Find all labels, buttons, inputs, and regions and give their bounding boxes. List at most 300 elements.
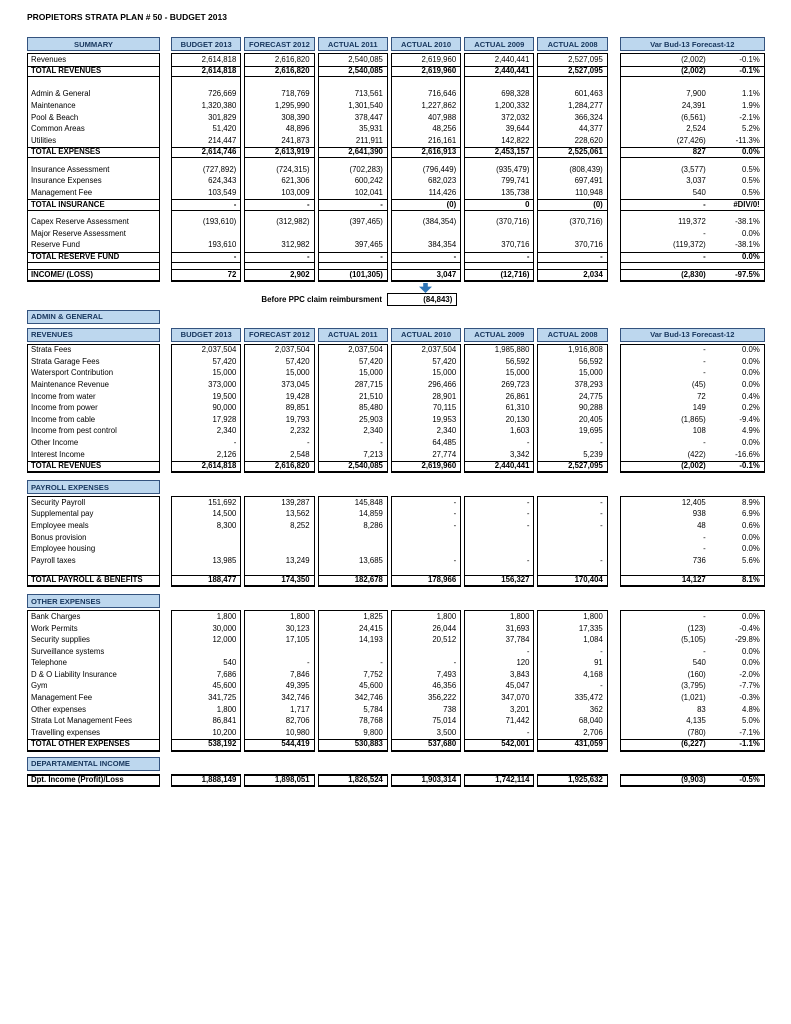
cell: (0) bbox=[538, 199, 606, 211]
cell: 726,669 bbox=[208, 89, 237, 99]
cell: 170,404 bbox=[538, 575, 606, 587]
variance-row bbox=[621, 739, 764, 751]
cell: 135,738 bbox=[501, 188, 530, 198]
variance-percent: 0.5% bbox=[742, 176, 760, 186]
cell: - bbox=[526, 437, 530, 447]
row-label: Bonus provision bbox=[31, 532, 87, 542]
data-column bbox=[391, 53, 461, 282]
data-column bbox=[537, 496, 607, 587]
variance-amount: 83 bbox=[697, 704, 706, 714]
variance-percent: -0.4% bbox=[739, 623, 760, 633]
cell: 372,032 bbox=[501, 112, 530, 122]
cell: 1,295,990 bbox=[274, 100, 310, 110]
variance-percent: 0.0% bbox=[742, 380, 760, 390]
row-label: Strata Garage Fees bbox=[31, 356, 100, 366]
variance-amount: 736 bbox=[692, 555, 706, 565]
cell: 1,916,808 bbox=[568, 345, 603, 355]
variance-row bbox=[621, 669, 764, 681]
cell: 2,613,919 bbox=[245, 147, 313, 159]
cell: 57,420 bbox=[212, 356, 237, 366]
variance-row bbox=[621, 544, 764, 556]
variance-amount: (119,372) bbox=[672, 240, 706, 250]
cell: (724,315) bbox=[276, 164, 310, 174]
row-label: Security supplies bbox=[31, 635, 90, 645]
cell: 44,377 bbox=[578, 124, 603, 134]
cell: 356,222 bbox=[428, 693, 457, 703]
variance-percent: 0.0% bbox=[742, 437, 760, 447]
cell: 70,115 bbox=[432, 403, 457, 413]
cell: - bbox=[465, 252, 533, 264]
cell: 26,044 bbox=[432, 623, 457, 633]
cell: (370,716) bbox=[496, 217, 530, 227]
spacer bbox=[160, 610, 171, 751]
variance-amount: - bbox=[703, 345, 706, 355]
revenues-header-row bbox=[27, 328, 791, 342]
variance-column bbox=[620, 344, 765, 474]
cell: 9,800 bbox=[363, 727, 383, 737]
row-label: Revenues bbox=[31, 54, 67, 64]
cell: 188,477 bbox=[172, 575, 240, 587]
row-label: INCOME/ (LOSS) bbox=[28, 269, 159, 281]
cell bbox=[392, 228, 460, 240]
variance-percent: #DIV/0! bbox=[733, 199, 760, 209]
cell: 19,953 bbox=[432, 414, 457, 424]
cell: 2,037,504 bbox=[274, 345, 310, 355]
down-arrow-icon bbox=[419, 283, 432, 293]
variance-percent: 0.0% bbox=[742, 345, 760, 355]
variance-row bbox=[621, 176, 764, 188]
cell: 228,620 bbox=[574, 135, 603, 145]
cell: 17,928 bbox=[212, 414, 237, 424]
variance-amount: 14,127 bbox=[681, 575, 706, 585]
variance-percent: -0.1% bbox=[739, 66, 760, 76]
data-column bbox=[464, 774, 534, 788]
cell: 1,742,114 bbox=[465, 775, 533, 787]
cell: 1,925,632 bbox=[538, 775, 606, 787]
variance-percent: 1.9% bbox=[742, 100, 760, 110]
row-label: Admin & General bbox=[31, 89, 91, 99]
variance-amount: (9,903) bbox=[681, 775, 706, 785]
cell: 57,420 bbox=[285, 356, 310, 366]
cell: 90,000 bbox=[212, 403, 237, 413]
data-column bbox=[244, 53, 314, 282]
variance-row bbox=[621, 693, 764, 705]
cell: 287,715 bbox=[354, 380, 383, 390]
cell: 3,843 bbox=[509, 669, 530, 679]
variance-row bbox=[621, 54, 764, 66]
variance-row bbox=[621, 135, 764, 147]
admin-general-header: ADMIN & GENERAL bbox=[27, 310, 160, 324]
cell: 51,420 bbox=[212, 124, 237, 134]
cell: 7,493 bbox=[436, 669, 457, 679]
cell: 378,293 bbox=[574, 380, 603, 390]
variance-percent: 8.1% bbox=[742, 575, 760, 585]
cell: 2,540,085 bbox=[348, 54, 383, 64]
ppc-note-label: Before PPC claim reimbursment bbox=[261, 295, 382, 305]
cell: 39,644 bbox=[505, 124, 530, 134]
cell: 799,741 bbox=[501, 176, 530, 186]
cell: - bbox=[600, 509, 603, 519]
cell: 601,463 bbox=[574, 89, 603, 99]
cell: 151,692 bbox=[208, 497, 237, 507]
cell: 13,249 bbox=[285, 555, 310, 565]
payroll-section-header: PAYROLL EXPENSES bbox=[27, 480, 160, 494]
variance-row bbox=[621, 345, 764, 357]
variance-amount: 3,037 bbox=[686, 176, 706, 186]
cell bbox=[319, 567, 387, 575]
cell: 2,440,441 bbox=[494, 54, 530, 64]
cell: 3,201 bbox=[509, 704, 530, 714]
cell: - bbox=[600, 437, 603, 447]
cell: 20,130 bbox=[505, 414, 530, 424]
cell: 2,619,960 bbox=[421, 54, 457, 64]
cell: 682,023 bbox=[428, 176, 457, 186]
cell: 1,227,862 bbox=[421, 100, 457, 110]
data-column bbox=[318, 496, 388, 587]
cell: 17,335 bbox=[578, 623, 603, 633]
cell: 10,980 bbox=[285, 727, 310, 737]
variance-percent: -2.1% bbox=[739, 112, 760, 122]
column-header-actual-2011: ACTUAL 2011 bbox=[318, 37, 388, 51]
variance-row bbox=[621, 188, 764, 200]
cell: 2,232 bbox=[290, 426, 310, 436]
variance-row bbox=[621, 520, 764, 532]
cell: 15,000 bbox=[432, 368, 457, 378]
variance-percent: 0.4% bbox=[742, 391, 760, 401]
cell: 2,548 bbox=[290, 449, 310, 459]
variance-row bbox=[621, 704, 764, 716]
cell: 5,784 bbox=[363, 704, 383, 714]
variance-amount: - bbox=[703, 199, 706, 209]
variance-percent: 0.5% bbox=[742, 164, 760, 174]
variance-percent: 0.0% bbox=[742, 252, 760, 262]
cell: 342,746 bbox=[354, 693, 383, 703]
cell bbox=[245, 646, 313, 658]
data-column bbox=[391, 496, 461, 587]
cell bbox=[538, 567, 606, 575]
row-label: Utilities bbox=[31, 135, 57, 145]
cell: 3,047 bbox=[392, 269, 460, 281]
cell: 14,193 bbox=[359, 635, 383, 645]
cell: 45,047 bbox=[505, 681, 530, 691]
row-label: Bank Charges bbox=[31, 611, 81, 621]
row-label: Reserve Fund bbox=[31, 240, 80, 250]
label-column bbox=[27, 610, 160, 751]
row-label: Work Permits bbox=[31, 623, 78, 633]
cell bbox=[392, 77, 460, 89]
variance-amount: 4,135 bbox=[686, 716, 706, 726]
data-column bbox=[171, 53, 241, 282]
variance-row bbox=[621, 727, 764, 739]
variance-amount: (2,002) bbox=[681, 54, 706, 64]
variance-row bbox=[621, 509, 764, 521]
cell: - bbox=[245, 252, 313, 264]
spacer bbox=[160, 328, 171, 342]
revenues-table bbox=[27, 344, 791, 474]
cell: 19,793 bbox=[285, 414, 310, 424]
cell: 90,288 bbox=[578, 403, 603, 413]
cell: 308,390 bbox=[281, 112, 310, 122]
cell: 7,752 bbox=[363, 669, 383, 679]
cell: 12,000 bbox=[212, 635, 237, 645]
summary-table bbox=[27, 53, 791, 282]
variance-row bbox=[621, 681, 764, 693]
cell: 2,616,820 bbox=[274, 54, 310, 64]
variance-amount: 149 bbox=[692, 403, 706, 413]
data-column bbox=[391, 774, 461, 788]
row-label: Maintenance bbox=[31, 100, 76, 110]
label-column bbox=[27, 344, 160, 474]
variance-percent: -38.1% bbox=[735, 240, 760, 250]
cell: 341,725 bbox=[208, 693, 237, 703]
cell: - bbox=[319, 252, 387, 264]
variance-amount: 7,900 bbox=[686, 89, 706, 99]
cell: 8,286 bbox=[363, 520, 383, 530]
column-header-actual-2009: ACTUAL 2009 bbox=[464, 37, 534, 51]
variance-percent: -9.4% bbox=[739, 414, 760, 424]
variance-row bbox=[621, 575, 764, 587]
cell: - bbox=[453, 509, 457, 519]
variance-row bbox=[621, 77, 764, 89]
label-column bbox=[27, 53, 160, 282]
cell: 600,242 bbox=[354, 176, 383, 186]
cell: 2,616,820 bbox=[245, 66, 313, 78]
variance-percent: 0.0% bbox=[742, 646, 760, 656]
cell: 2,440,441 bbox=[465, 66, 533, 78]
cell: (796,449) bbox=[422, 164, 457, 174]
row-label: Strata Fees bbox=[31, 345, 72, 355]
cell: - bbox=[392, 252, 460, 264]
cell: 86,841 bbox=[212, 716, 237, 726]
cell: 28,901 bbox=[432, 391, 457, 401]
cell bbox=[392, 544, 460, 556]
cell: 20,512 bbox=[432, 635, 457, 645]
row-label: Gym bbox=[31, 681, 48, 691]
variance-amount: (2,002) bbox=[681, 66, 706, 76]
variance-row bbox=[621, 199, 764, 211]
column-header-forecast-2012: FORECAST 2012 bbox=[244, 37, 314, 51]
column-header-actual-2008: ACTUAL 2008 bbox=[537, 328, 607, 342]
variance-amount: (3,577) bbox=[681, 164, 706, 174]
variance-percent: -0.1% bbox=[739, 461, 760, 471]
cell: (384,354) bbox=[422, 217, 457, 227]
variance-amount: (160) bbox=[687, 669, 706, 679]
data-column bbox=[244, 496, 314, 587]
cell: 718,769 bbox=[281, 89, 310, 99]
variance-row bbox=[621, 112, 764, 124]
cell: 0 bbox=[465, 199, 533, 211]
data-column bbox=[391, 344, 461, 474]
cell: 5,239 bbox=[583, 449, 603, 459]
data-column bbox=[537, 610, 607, 751]
cell: 145,848 bbox=[354, 497, 383, 507]
row-label: Management Fee bbox=[31, 693, 93, 703]
ppc-note-row bbox=[27, 293, 791, 307]
data-column bbox=[464, 610, 534, 751]
cell: 8,300 bbox=[216, 520, 237, 530]
variance-row bbox=[621, 497, 764, 509]
row-label: Major Reserve Assessment bbox=[31, 228, 126, 238]
cell: 373,045 bbox=[281, 380, 310, 390]
ppc-note-value: (84,843) bbox=[387, 293, 457, 306]
spacer bbox=[608, 610, 620, 751]
variance-percent: 0.5% bbox=[742, 188, 760, 198]
cell: 1,898,051 bbox=[245, 775, 313, 787]
variance-percent: -0.3% bbox=[739, 693, 760, 703]
variance-percent: -97.5% bbox=[735, 269, 760, 279]
cell: - bbox=[380, 437, 383, 447]
row-label: Surveillance systems bbox=[31, 646, 105, 656]
cell: - bbox=[453, 497, 457, 507]
spacer bbox=[608, 496, 620, 587]
variance-amount: - bbox=[703, 646, 706, 656]
variance-percent: -2.0% bbox=[739, 669, 760, 679]
spacer bbox=[160, 496, 171, 587]
cell: 713,561 bbox=[354, 89, 383, 99]
variance-amount: (123) bbox=[687, 623, 706, 633]
variance-percent: 0.6% bbox=[742, 520, 760, 530]
spacer bbox=[608, 37, 620, 51]
variance-row bbox=[621, 611, 764, 623]
summary-section-header: SUMMARY bbox=[27, 37, 160, 51]
row-label: TOTAL REVENUES bbox=[28, 461, 159, 473]
cell: 296,466 bbox=[428, 380, 457, 390]
cell: 14,500 bbox=[212, 509, 237, 519]
cell: 2,616,820 bbox=[245, 461, 313, 473]
row-label: Maintenance Revenue bbox=[31, 380, 110, 390]
variance-row bbox=[621, 567, 764, 575]
cell bbox=[538, 77, 606, 89]
row-label: Income from power bbox=[31, 403, 98, 413]
data-column bbox=[464, 344, 534, 474]
cell: 2,037,504 bbox=[201, 345, 237, 355]
row-label: Other Income bbox=[31, 437, 79, 447]
cell: 82,706 bbox=[285, 716, 310, 726]
variance-percent: 4.9% bbox=[742, 426, 760, 436]
cell: - bbox=[600, 520, 603, 530]
cell bbox=[245, 544, 313, 556]
cell: 3,500 bbox=[436, 727, 457, 737]
cell: 15,000 bbox=[212, 368, 237, 378]
cell: 91 bbox=[594, 658, 603, 668]
cell bbox=[465, 77, 533, 89]
variance-amount: 119,372 bbox=[678, 217, 706, 227]
page-title: PROPIETORS STRATA PLAN # 50 - BUDGET 2013 bbox=[27, 12, 227, 22]
variance-amount: - bbox=[703, 544, 706, 554]
variance-percent: -0.1% bbox=[739, 54, 760, 64]
cell: 56,592 bbox=[578, 356, 603, 366]
cell: 139,287 bbox=[281, 497, 310, 507]
variance-amount: (45) bbox=[691, 380, 706, 390]
variance-row bbox=[621, 164, 764, 176]
cell: 178,966 bbox=[392, 575, 460, 587]
cell: 1,603 bbox=[509, 426, 530, 436]
cell: (702,283) bbox=[349, 164, 383, 174]
cell: 15,000 bbox=[285, 368, 310, 378]
variance-percent: -11.3% bbox=[735, 135, 760, 145]
cell: 17,105 bbox=[285, 635, 310, 645]
variance-amount: - bbox=[703, 368, 706, 378]
cell: 540 bbox=[223, 658, 237, 668]
cell: 1,717 bbox=[290, 704, 310, 714]
cell: 2,453,157 bbox=[465, 147, 533, 159]
variance-amount: 108 bbox=[692, 426, 706, 436]
cell: 114,426 bbox=[428, 188, 457, 198]
cell: 78,768 bbox=[359, 716, 383, 726]
spacer bbox=[608, 328, 620, 342]
cell: 14,859 bbox=[359, 509, 383, 519]
cell: - bbox=[600, 646, 603, 656]
cell: 2,037,504 bbox=[421, 345, 457, 355]
data-column bbox=[537, 53, 607, 282]
cell: - bbox=[600, 555, 603, 565]
variance-percent: 5.0% bbox=[742, 716, 760, 726]
variance-row bbox=[621, 623, 764, 635]
cell: 2,340 bbox=[363, 426, 383, 436]
variance-percent: 0.0% bbox=[742, 228, 760, 238]
cell: 269,723 bbox=[501, 380, 530, 390]
variance-row bbox=[621, 658, 764, 670]
cell: - bbox=[172, 252, 240, 264]
spacer bbox=[608, 774, 620, 788]
cell: - bbox=[453, 520, 457, 530]
cell: (12,716) bbox=[465, 269, 533, 281]
cell: (370,716) bbox=[569, 217, 603, 227]
column-header-actual-2010: ACTUAL 2010 bbox=[391, 328, 461, 342]
variance-amount: - bbox=[703, 437, 706, 447]
cell: 15,000 bbox=[578, 368, 603, 378]
cell: - bbox=[526, 509, 530, 519]
cell: 19,500 bbox=[212, 391, 237, 401]
variance-row bbox=[621, 414, 764, 426]
cell: 621,306 bbox=[281, 176, 310, 186]
cell: 7,846 bbox=[290, 669, 310, 679]
variance-amount: 2,524 bbox=[686, 124, 706, 134]
cell: 182,678 bbox=[319, 575, 387, 587]
variance-percent: 6.9% bbox=[742, 509, 760, 519]
row-label: Insurance Assessment bbox=[31, 164, 110, 174]
row-label: Security Payroll bbox=[31, 497, 86, 507]
cell: 26,861 bbox=[505, 391, 530, 401]
row-label: Payroll taxes bbox=[31, 555, 76, 565]
variance-percent: 0.0% bbox=[742, 611, 760, 621]
cell: - bbox=[526, 555, 530, 565]
cell bbox=[172, 646, 240, 658]
cell: 30,000 bbox=[212, 623, 237, 633]
row-label: Watersport Contribution bbox=[31, 368, 114, 378]
cell bbox=[172, 77, 240, 89]
spacer bbox=[160, 774, 171, 788]
cell: 68,040 bbox=[578, 716, 603, 726]
cell: 1,320,380 bbox=[201, 100, 237, 110]
cell bbox=[465, 532, 533, 544]
cell: 2,540,085 bbox=[319, 461, 387, 473]
variance-row bbox=[621, 228, 764, 240]
variance-row bbox=[621, 217, 764, 229]
column-header-budget-2013: BUDGET 2013 bbox=[171, 37, 241, 51]
variance-column bbox=[620, 774, 765, 788]
variance-amount: (6,227) bbox=[681, 739, 706, 749]
cell: 1,985,880 bbox=[494, 345, 530, 355]
cell: 370,716 bbox=[574, 240, 603, 250]
variance-row bbox=[621, 426, 764, 438]
payroll-table bbox=[27, 496, 791, 587]
variance-column bbox=[620, 496, 765, 587]
row-label: Income from water bbox=[31, 391, 96, 401]
cell: 1,284,277 bbox=[568, 100, 603, 110]
variance-column-header: Var Bud-13 Forecast-12 bbox=[620, 328, 765, 342]
cell: 1,800 bbox=[509, 611, 530, 621]
